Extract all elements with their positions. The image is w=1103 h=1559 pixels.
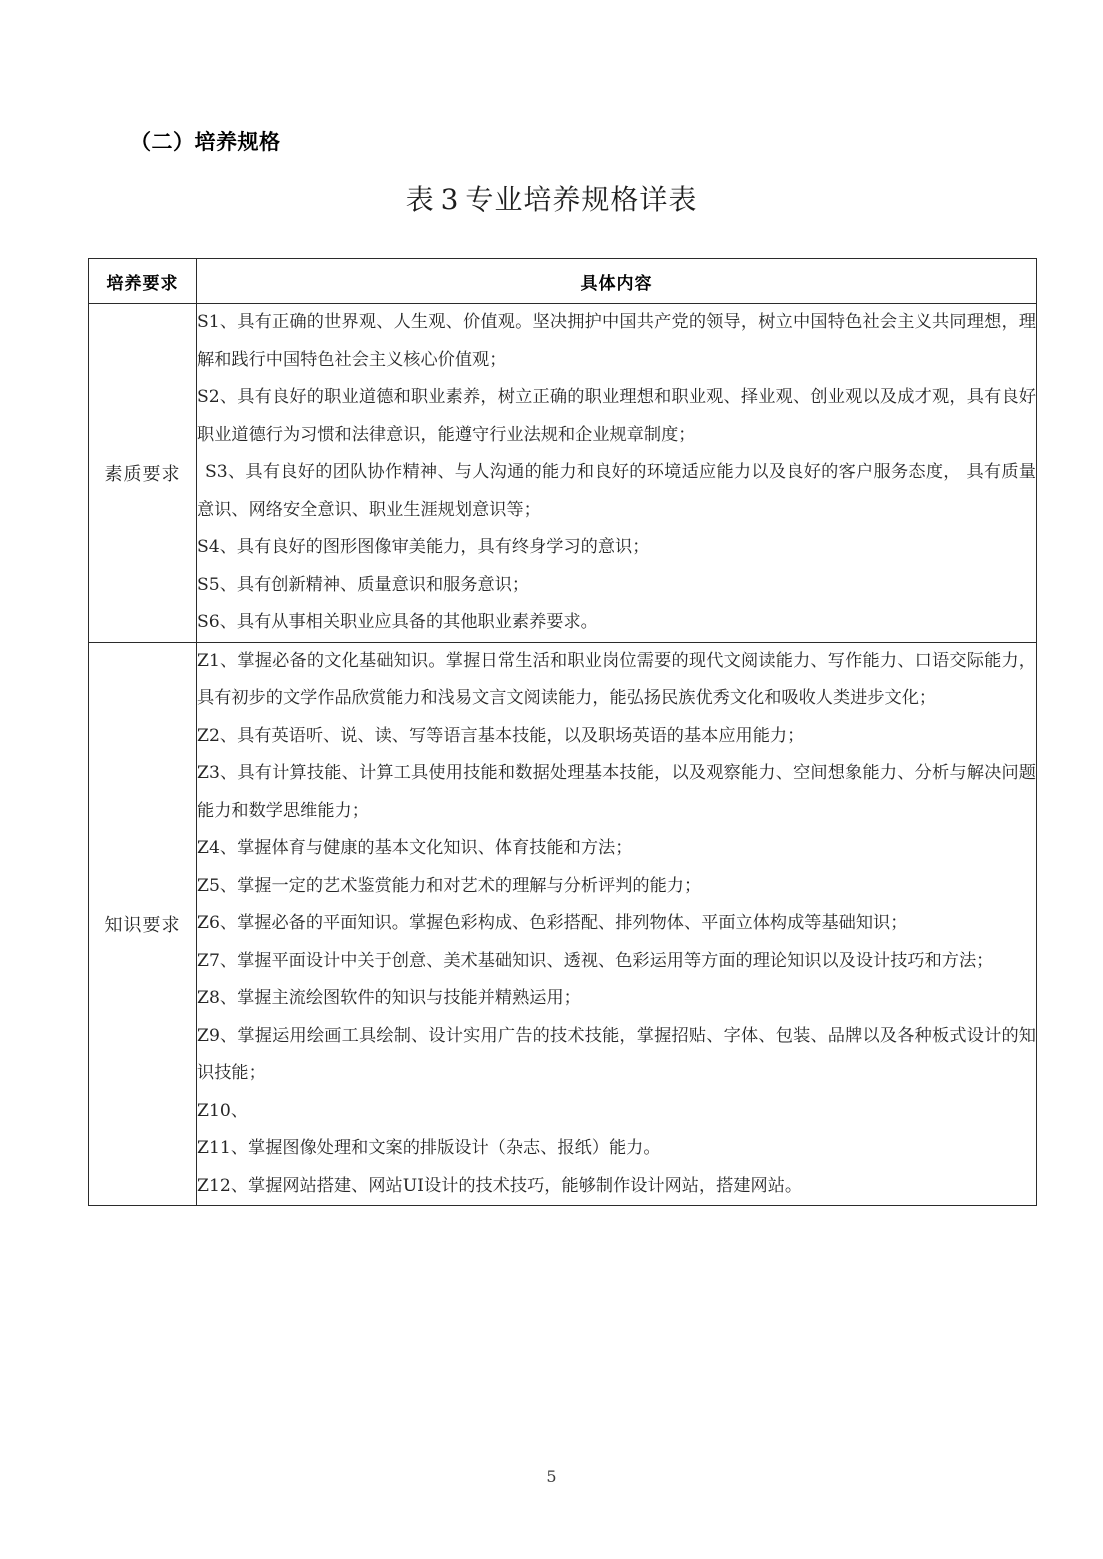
row-label-quality-requirement: 素质要求: [89, 304, 197, 643]
column-header-requirement: 培养要求: [89, 259, 197, 304]
row-content-quality-requirement: [197, 304, 1037, 643]
section-heading: （二）培养规格: [130, 130, 281, 154]
list-item: Z5、掌握一定的艺术鉴赏能力和对艺术的理解与分析评判的能力；: [197, 875, 702, 896]
list-item: Z7、掌握平面设计中关于创意、美术基础知识、透视、色彩运用等方面的理论知识以及设计技巧和方法；: [197, 950, 994, 971]
list-item: Z2、具有英语听、说、读、写等语言基本技能，以及职场英语的基本应用能力；: [197, 725, 805, 746]
list-item: S2、具有良好的职业道德和职业素养，树立正确的职业理想和职业观、择业观、创业观以及成才观，具有良好职业道德行为习惯和法律意识，能遵守行业法规和企业规章制度；: [197, 387, 1036, 445]
list-item: Z1、掌握必备的文化基础知识。掌握日常生活和职业岗位需要的现代文阅读能力、写作能力、口语交际能力，具有初步的文学作品欣赏能力和浅易文言文阅读能力，能弘扬民族优秀文化和吸收人类进步文化；: [197, 650, 1036, 708]
list-item: S5、具有创新精神、质量意识和服务意识；: [197, 574, 530, 595]
list-item: Z4、掌握体育与健康的基本文化知识、体育技能和方法；: [197, 838, 633, 858]
training-spec-table: [88, 258, 1037, 1206]
table-caption-prefix: 表: [405, 183, 435, 216]
list-item: S6、具有从事相关职业应具备的其他职业素养要求。: [197, 612, 598, 632]
page-number: 5: [546, 1467, 557, 1486]
list-item: Z6、掌握必备的平面知识。掌握色彩构成、色彩搭配、排列物体、平面立体构成等基础知识；: [197, 913, 908, 933]
list-item: S4、具有良好的图形图像审美能力，具有终身学习的意识；: [197, 537, 650, 557]
list-item: Z10、: [197, 1100, 249, 1121]
list-item: Z11、掌握图像处理和文案的排版设计（杂志、报纸）能力。: [197, 1138, 661, 1158]
row-content-knowledge-requirement: [197, 642, 1037, 1206]
list-item: S1、具有正确的世界观、人生观、价值观。坚决拥护中国共产党的领导，树立中国特色社会主义共同理想，理解和践行中国特色社会主义核心价值观；: [197, 312, 1036, 370]
list-item: S3、具有良好的团队协作精神、与人沟通的能力和良好的环境适应能力以及良好的客户服务态度， 具有质量意识、网络安全意识、职业生涯规划意识等；: [197, 462, 1036, 520]
table-header-row: [89, 259, 1037, 304]
list-item: Z12、掌握网站搭建、网站UI设计的技术技巧，能够制作设计网站，搭建网站。: [197, 1175, 803, 1196]
list-item: Z8、掌握主流绘图软件的知识与技能并精熟运用；: [197, 988, 581, 1008]
table-caption-suffix: 专业培养规格详表: [465, 183, 698, 216]
list-item: Z3、具有计算技能、计算工具使用技能和数据处理基本技能，以及观察能力、空间想象能力、分析与解决问题能力和数学思维能力；: [197, 763, 1036, 821]
table-row: [89, 642, 1037, 1206]
table-caption-number: 3: [440, 183, 460, 216]
column-header-content: 具体内容: [197, 259, 1037, 304]
table-row: [89, 304, 1037, 643]
list-item: Z9、掌握运用绘画工具绘制、设计实用广告的技术技能，掌握招贴、字体、包装、品牌以及各种板式设计的知识技能；: [197, 1025, 1036, 1083]
row-label-knowledge-requirement: 知识要求: [89, 642, 197, 1206]
table-caption: [0, 178, 1103, 218]
